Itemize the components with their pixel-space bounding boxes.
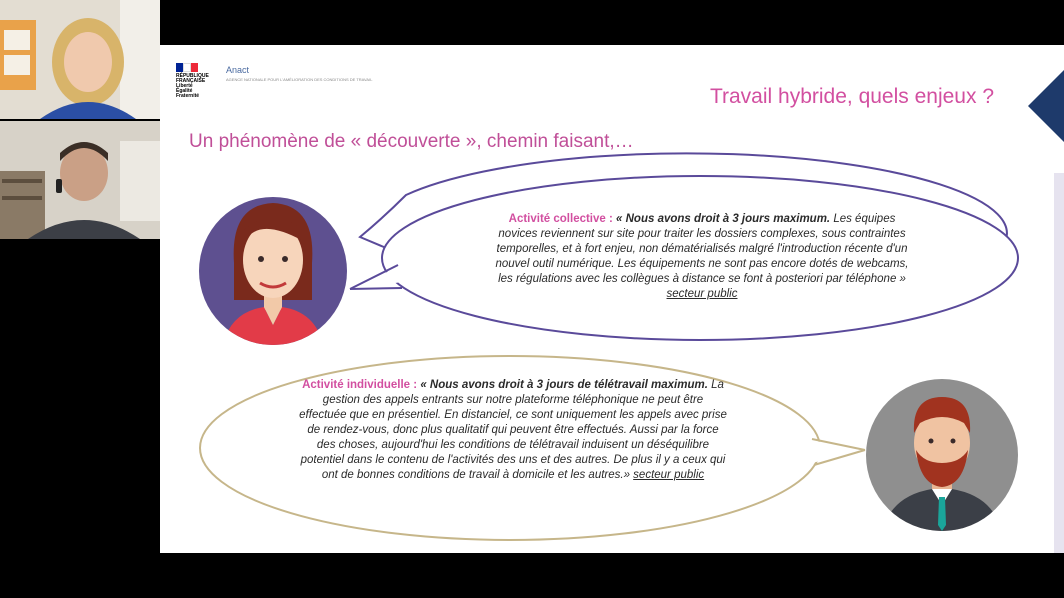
bubble-collective-body: Les équipes novices reviennent sur site pour traiter les dossiers complexes, sous contraintes temporelles, et à fort enjeu, non dématérialisés malgré l'introduction récente d'un nouvel outil numérique. Les équipements ne sont pas encore dotés de webcams, les régulations avec les collègues à distance se font à posteriori par téléphone » <box>495 213 909 285</box>
man-avatar-icon <box>866 379 1018 545</box>
slide-subtitle: Un phénomène de « découverte », chemin faisant,… <box>189 131 634 152</box>
woman-avatar-icon <box>199 197 347 365</box>
bubble-individuelle-source: secteur public <box>633 469 705 481</box>
shared-slide <box>160 45 1064 553</box>
bubble-individuelle-label: Activité individuelle : <box>302 379 418 391</box>
bubble-individuelle-text <box>298 378 728 483</box>
bubble-collective-source: secteur public <box>666 288 738 300</box>
anact-logo-subtext: AGENCE NATIONALE POUR L'AMÉLIORATION DES CONDITIONS DE TRAVAIL <box>226 77 373 82</box>
logo-rf-text: RÉPUBLIQUE FRANÇAISE Liberté Égalité Fraternité <box>176 73 209 99</box>
anact-logo-text: Anact <box>226 65 250 75</box>
bubble-individuelle-quote: « Nous avons droit à 3 jours de télétravail maximum. <box>420 379 708 391</box>
bubble-individuelle-body: La gestion des appels entrants sur notre plateforme téléphonique ne peut être effectuée que en présentiel. En distanciel, ce sont uniquement les appels avec prise de rendez-vous, donc plus qualitatif qui peuvent être effectués. Aussi par la force des choses, aujourd'hui les conditions de télétravail induisent un déséquilibre potentiel dans le contenu de l'activités des uns et des autres. De plus il y a ceux qui ont de bonnes conditions de travail à domicile et les autres.» <box>299 379 727 481</box>
participant-1-video <box>0 0 160 119</box>
video-tile-participant-1[interactable] <box>0 0 160 119</box>
bubble-collective-quote: « Nous avons droit à 3 jours maximum. <box>616 213 831 225</box>
bubble-collective-label: Activité collective : <box>508 213 613 225</box>
participant-2-video <box>0 121 160 239</box>
video-tile-participant-2[interactable] <box>0 121 160 239</box>
bubble-collective-text <box>492 212 912 302</box>
slide-title: Travail hybride, quels enjeux ? <box>709 85 994 108</box>
